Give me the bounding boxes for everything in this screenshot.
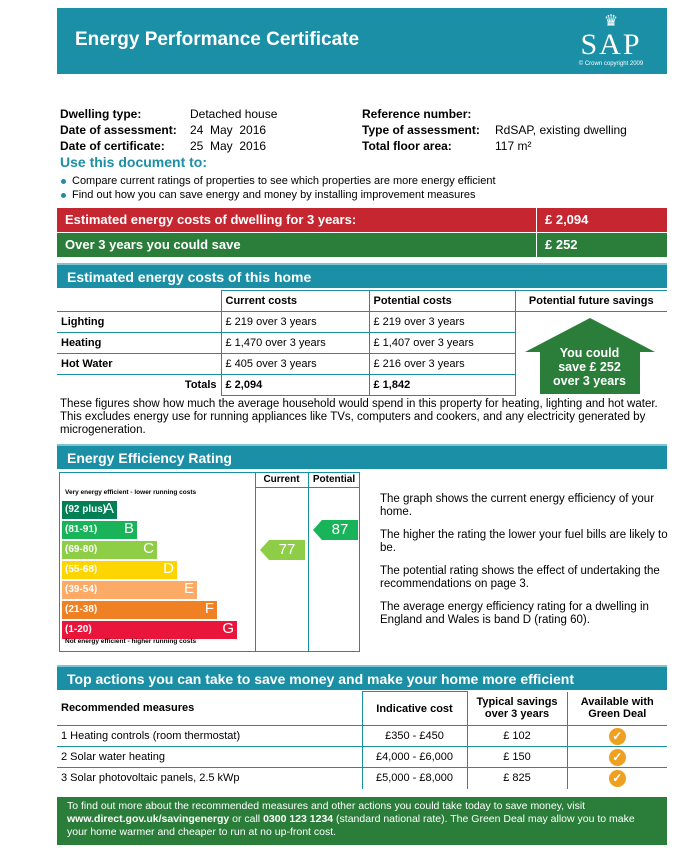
potential-column-header: Potential <box>312 474 356 485</box>
assessment-type: RdSAP, existing dwelling <box>495 123 627 137</box>
estimated-cost-bar: Estimated energy costs of dwelling for 3 years: £ 2,094 <box>57 208 667 232</box>
current-rating-arrow <box>260 540 305 560</box>
phone-number: 0300 123 1234 <box>263 813 334 825</box>
assessment-date: 24 May 2016 <box>190 123 267 137</box>
current-column-header: Current <box>263 474 300 485</box>
page-title: Energy Performance Certificate <box>75 29 360 50</box>
dwelling-details: Dwelling type: Date of assessment: Date of certificate: <box>60 107 177 153</box>
band-range: (55-68) <box>65 564 98 575</box>
list-item: Find out how you can save energy and money by installing improvement measures <box>58 188 496 202</box>
band-range: (92 plus) <box>65 504 107 515</box>
costs-note: These figures show how much the average household would spend in this property for heating, lighting and hot water. This excludes energy use for running appliances like TVs, computers and cookers, and any electricity generated by microgeneration. <box>60 398 658 436</box>
potential-rating-value: 87 <box>331 521 349 538</box>
band-letter: F <box>204 600 214 617</box>
savingenergy-link[interactable]: www.direct.gov.uk/savingenergy <box>67 813 230 825</box>
band-letter: B <box>123 520 134 537</box>
dwelling-values <box>190 106 277 154</box>
band-range: (21-38) <box>65 604 98 615</box>
footer-note: To find out more about the recommended measures and other actions you could take today to save money, visit www.direct.gov.uk/savingenergy or call 0300 123 1234 (standard national rate). The Green Deal may allow you to make your home warmer and cheaper to run at no up-front cost. <box>57 797 667 845</box>
bottom-caption: Not energy efficient - higher running costs <box>65 638 197 645</box>
actions-table: Recommended measures Indicative cost Typical savings over 3 years Available with Green Deal 1 Heating controls (room thermostat) £350 - £450 £ 102 ✓ 2 Solar water heating £4,000 - £6,000 £ 150 ✓ 3 Solar photovoltaic panels, 2.5 kWp £5,000 - £8,000 £ 825 ✓ <box>57 691 667 789</box>
band-range: (39-54) <box>65 584 98 595</box>
use-doc-heading: Use this document to: <box>60 154 208 170</box>
table-row: 3 Solar photovoltaic panels, 2.5 kWp £5,000 - £8,000 £ 825 ✓ <box>57 768 667 789</box>
table-row: 1 Heating controls (room thermostat) £350 - £450 £ 102 ✓ <box>57 726 667 747</box>
header-banner <box>57 8 667 74</box>
band-letter: C <box>143 540 154 557</box>
efficiency-section-header: Energy Efficiency Rating <box>57 444 667 469</box>
savings-bar: Over 3 years you could save £ 252 <box>57 233 667 257</box>
efficiency-description: The graph shows the current energy efficiency of your home. The higher the rating the lower your fuel bills are likely to be. The potential rating shows the effect of undertaking the recommendations on page 3. The average energy efficiency rating for a dwelling in England and Wales is band D (rating 60). <box>380 493 668 626</box>
crown-icon: ♛ <box>603 13 619 30</box>
table-row: 2 Solar water heating £4,000 - £6,000 £ 150 ✓ <box>57 747 667 768</box>
green-deal-tick-icon: ✓ <box>609 728 626 745</box>
band-g <box>62 621 237 639</box>
current-rating-value: 77 <box>278 541 296 558</box>
totals-row: Totals £ 2,094 £ 1,842 <box>57 375 667 396</box>
floor-area: 117 m² <box>495 139 532 153</box>
band-letter: D <box>163 560 174 577</box>
band-range: (69-80) <box>65 544 98 555</box>
band-e <box>62 581 197 599</box>
costs-section-header: Estimated energy costs of this home <box>57 263 667 288</box>
reference-number <box>495 106 627 122</box>
costs-table: Current costs Potential costs Potential future savings Lighting £ 219 over 3 years £ 219 over 3 years You could save £ 252 over 3 years Heating £ 1,470 over 3 years £ 1,407 over 3 years Hot Water £ 405 over 3 years £ 216 over 3 years Totals £ 2,094 £ 1,842 <box>57 290 667 396</box>
band-a <box>62 501 117 519</box>
top-caption: Very energy efficient - lower running costs <box>65 489 197 496</box>
band-c <box>62 541 157 559</box>
green-deal-tick-icon: ✓ <box>609 770 626 787</box>
green-deal-tick-icon: ✓ <box>609 749 626 766</box>
dwelling-type: Detached house <box>190 107 278 121</box>
potential-rating-arrow <box>313 520 358 540</box>
sap-logo: ♛ SAP © Crown copyright 2009 <box>571 14 651 70</box>
band-letter: A <box>103 500 114 517</box>
band-range: (1-20) <box>65 624 92 635</box>
band-letter: E <box>183 580 194 597</box>
band-f <box>62 601 217 619</box>
band-letter: G <box>222 620 234 637</box>
assessment-values <box>495 106 627 154</box>
table-row: Hot Water £ 405 over 3 years £ 216 over 3 years <box>57 354 667 375</box>
assessment-labels: Reference number: Type of assessment: Total floor area: <box>362 107 480 153</box>
savings-arrow-cell <box>515 312 667 396</box>
use-doc-list <box>58 174 496 202</box>
efficiency-chart <box>59 472 360 652</box>
rating-bands <box>62 501 255 641</box>
table-row: Heating £ 1,470 over 3 years £ 1,407 over 3 years <box>57 333 667 354</box>
list-item: Compare current ratings of properties to see which properties are more energy efficient <box>58 174 496 188</box>
band-range: (81-91) <box>65 524 98 535</box>
actions-section-header: Top actions you can take to save money and make your home more efficient <box>57 665 667 690</box>
table-row: Lighting £ 219 over 3 years £ 219 over 3 years You could save £ 252 over 3 years <box>57 312 667 333</box>
band-d <box>62 561 177 579</box>
band-b <box>62 521 137 539</box>
certificate-date: 25 May 2016 <box>190 139 267 153</box>
savings-arrow-text: You could save £ 252 over 3 years <box>553 346 626 388</box>
